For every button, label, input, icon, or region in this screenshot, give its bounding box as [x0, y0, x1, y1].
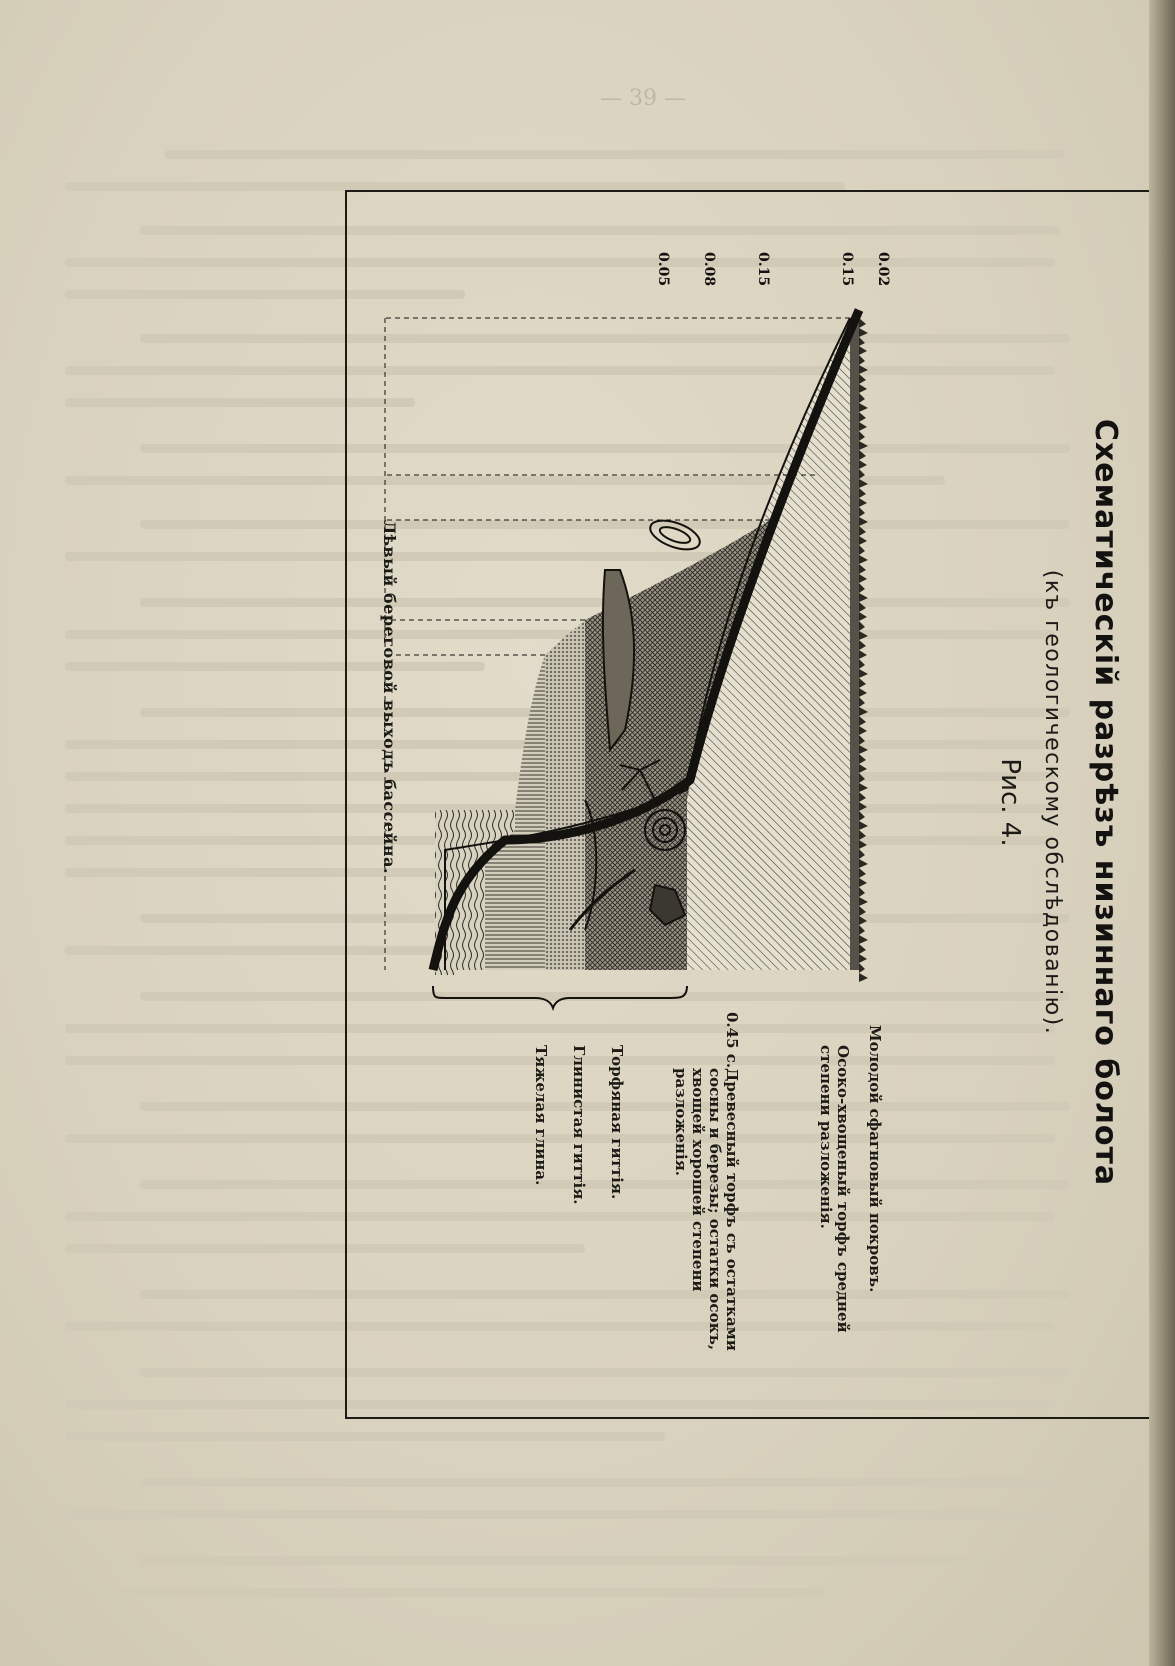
legend-sedge-peat: Осоко-хвощеный торфъ средней степени разложенія. [817, 1045, 852, 1333]
legend-clayey-gyttja: Глинистая гиттія. [570, 1045, 588, 1205]
figure-caption: Лѣвый береговой выходъ бассейна. [380, 520, 399, 875]
bog-cross-section [345, 190, 1145, 1415]
depth-label: 0.15 [755, 252, 771, 287]
depth-label: 0.15 [839, 252, 855, 287]
layer-sphagnum [850, 318, 868, 982]
depth-label: 0.05 [655, 252, 671, 287]
figure-subtitle: (къ геологическому обслѣдованію). [1040, 569, 1065, 1036]
brace [433, 986, 687, 1008]
legend-woody-peat: Древесный торфъ съ остатками сосны и березы; остатки осокъ, хвощей хорошей степени разложенія. [672, 1068, 741, 1351]
figure-content [345, 190, 1145, 1415]
depth-label: 0.08 [701, 252, 717, 287]
depth-label: 0.02 [875, 252, 891, 287]
legend-sphagnum: Молодой сфагновый покровъ. [866, 1025, 884, 1293]
figure-number: Рис. 4. [995, 758, 1025, 847]
figure-title: Схематическій разрѣзъ низиннаго болота [1088, 418, 1123, 1187]
legend-depth-045: 0.45 с. [723, 1012, 741, 1069]
legend-peat-gyttja: Торфяная гиттія. [608, 1045, 626, 1200]
page-number: — 39 — [600, 86, 686, 111]
legend-heavy-clay: Тяжелая глина. [532, 1045, 550, 1186]
book-binding-edge [1149, 0, 1175, 1666]
